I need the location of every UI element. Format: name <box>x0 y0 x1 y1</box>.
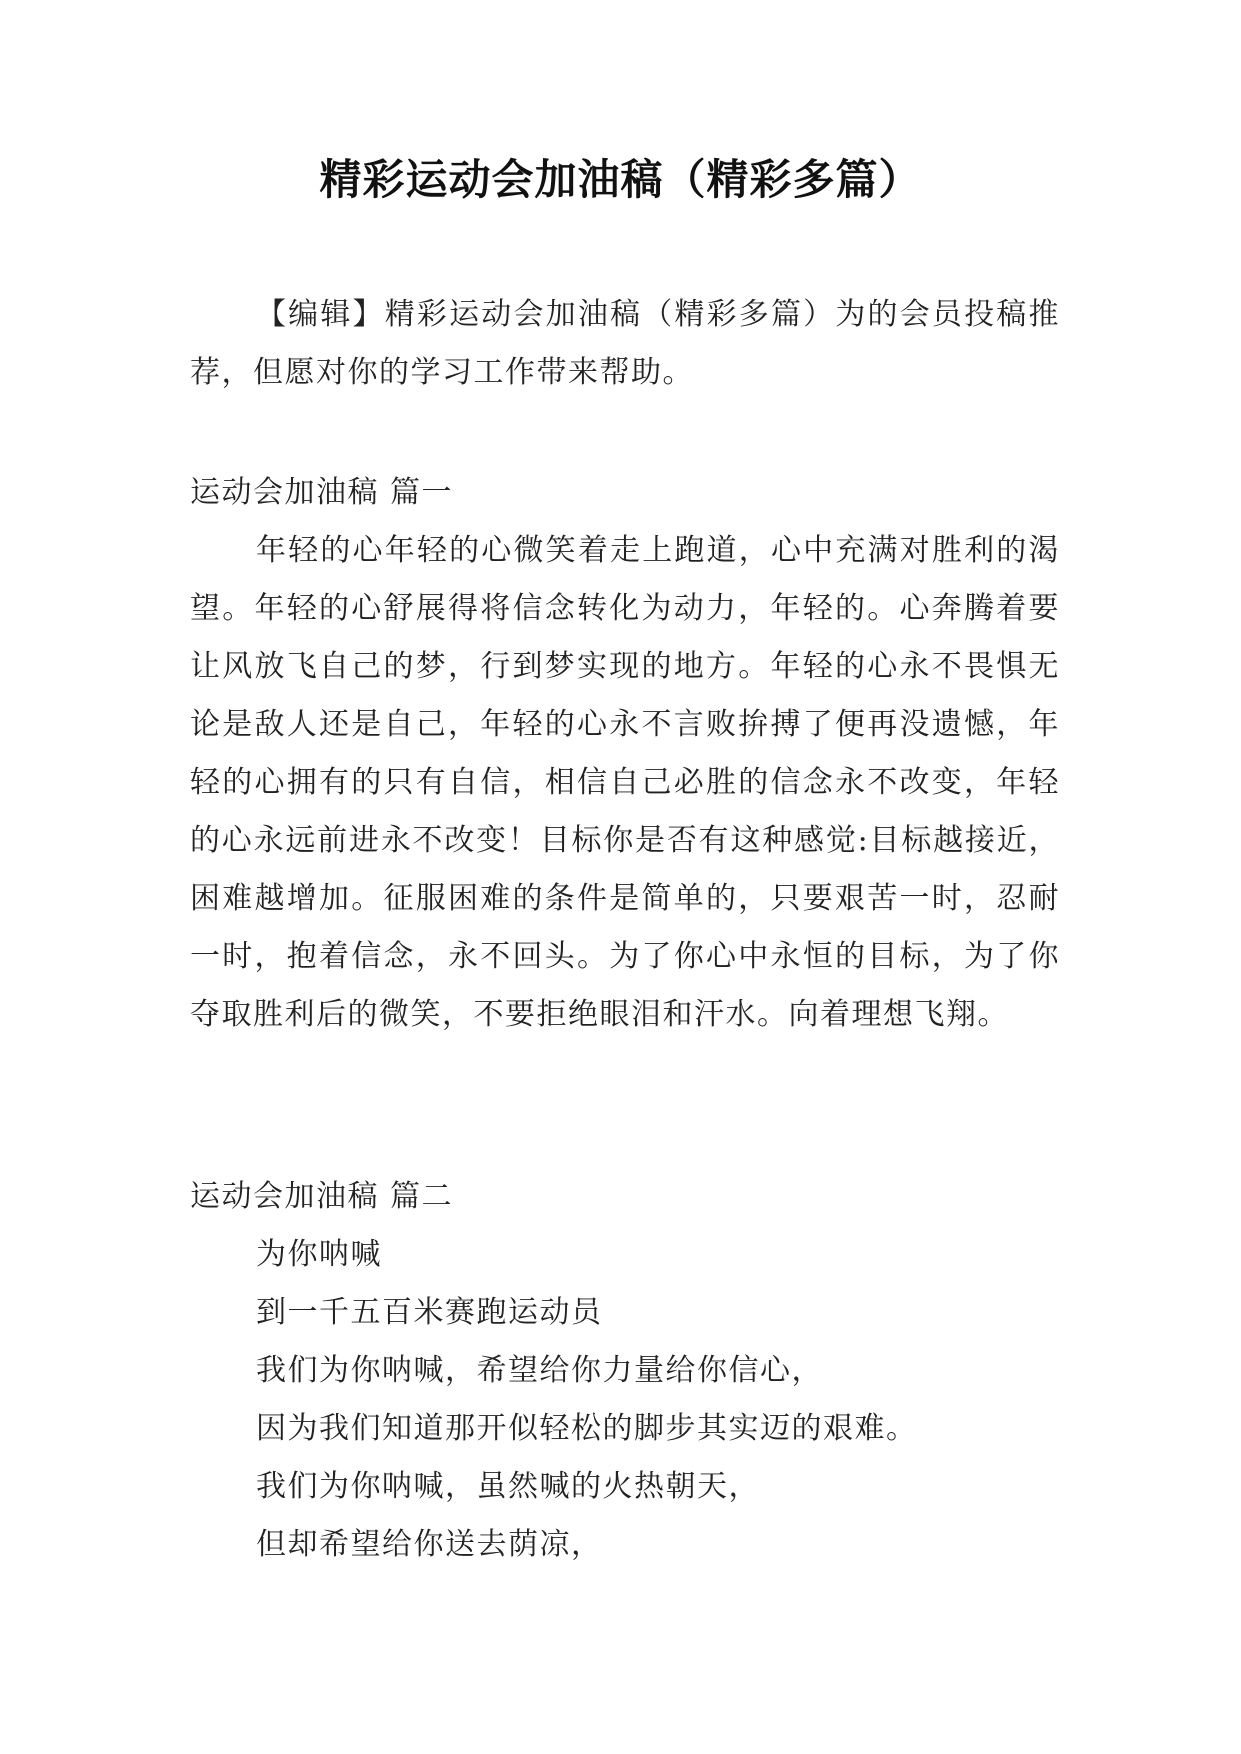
poem-line: 为你呐喊 <box>256 1237 382 1272</box>
poem-line: 我们为你呐喊，虽然喊的火热朝天， <box>256 1469 760 1504</box>
section-heading-2: 运动会加油稿 篇二 <box>190 1179 454 1214</box>
poem-line: 因为我们知道那开似轻松的脚步其实迈的艰难。 <box>256 1411 918 1446</box>
section-2-poem <box>256 1226 1056 1574</box>
poem-line: 但却希望给你送去荫凉， <box>256 1527 603 1562</box>
poem-line: 到一千五百米赛跑运动员 <box>256 1295 603 1330</box>
document-title: 精彩运动会加油稿（精彩多篇） <box>319 155 922 204</box>
section-heading-1: 运动会加油稿 篇一 <box>190 475 454 510</box>
section-1-paragraph: 年轻的心年轻的心微笑着走上跑道，心中充满对胜利的渴望。年轻的心舒展得将信念转化为动力，年轻的。心奔腾着要让风放飞自己的梦，行到梦实现的地方。年轻的心永不畏惧无论是敌人还是自己，年轻的心永不言败拚搏了便再没遗憾，年轻的心拥有的只有自信，相信自己必胜的信念永不改变，年轻的心永远前进永不改变！目标你是否有这种感觉:目标越接近，困难越增加。征服困难的条件是简单的，只要艰苦一时，忍耐一时，抱着信念，永不回头。为了你心中永恒的目标，为了你夺取胜利后的微笑，不要拒绝眼泪和汗水。向着理想飞翔。 <box>190 533 1060 1032</box>
poem-line: 我们为你呐喊，希望给你力量给你信心， <box>256 1353 823 1388</box>
intro-paragraph: 【编辑】精彩运动会加油稿（精彩多篇）为的会员投稿推荐，但愿对你的学习工作带来帮助。 <box>190 297 1060 390</box>
